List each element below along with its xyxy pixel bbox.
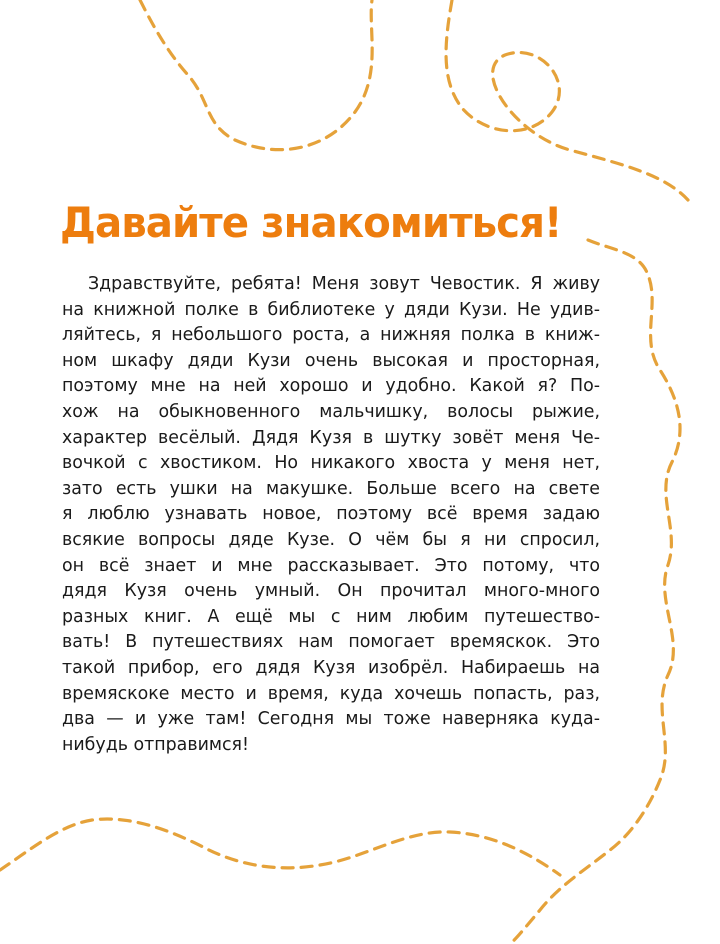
page-title: Давайте знакомиться! xyxy=(60,198,562,247)
paragraph-line: я люблю узнавать новое, поэтому всё время задаю xyxy=(62,504,600,525)
paragraph-line: два — и уже там! Сегодня мы тоже наверняка куда- xyxy=(62,709,600,730)
paragraph-line: характер весёлый. Дядя Кузя в шутку зовёт меня Че- xyxy=(62,427,600,448)
paragraph-line: всякие вопросы дяде Кузе. О чём бы я ни спросил, xyxy=(62,529,600,550)
paragraph-line: Здравствуйте, ребята! Меня зовут Чевостик. Я живу xyxy=(88,274,600,294)
paragraph-line: дядя Кузя очень умный. Он прочитал много-много xyxy=(62,581,600,602)
paragraph xyxy=(62,272,600,758)
paragraph-line: времяскоке место и время, куда хочешь попасть, раз, xyxy=(62,683,600,704)
paragraph-line: ном шкафу дяди Кузи очень высокая и просторная, xyxy=(62,350,600,371)
paragraph-line: поэтому мне на ней хорошо и удобно. Какой я? По- xyxy=(62,376,600,397)
dashed-curve-bottom-left xyxy=(0,819,560,875)
dashed-curve-top xyxy=(140,0,372,150)
dashed-loop-top-right xyxy=(446,0,688,200)
paragraph-line: нибудь отправимся! xyxy=(62,734,249,755)
paragraph-line: ляйтесь, я небольшого роста, а нижняя полка в книж- xyxy=(62,325,600,346)
paragraph-line: зато есть ушки на макушке. Больше всего на свете xyxy=(62,478,600,499)
paragraph-line: он всё знает и мне рассказывает. Это потому, что xyxy=(62,555,600,576)
paragraph-line: вочкой с хвостиком. Но никакого хвоста у меня нет, xyxy=(62,453,600,474)
paragraph-line: разных книг. А ещё мы с ним любим путешество- xyxy=(62,606,600,627)
paragraph-line: хож на обыкновенного мальчишку, волосы рыжие, xyxy=(62,401,600,422)
paragraph-line: на книжной полке в библиотеке у дяди Кузи. Не удив- xyxy=(62,299,600,320)
paragraph-line: вать! В путешествиях нам помогает времяскок. Это xyxy=(62,632,600,653)
paragraph-line: такой прибор, его дядя Кузя изобрёл. Набираешь на xyxy=(62,657,600,678)
